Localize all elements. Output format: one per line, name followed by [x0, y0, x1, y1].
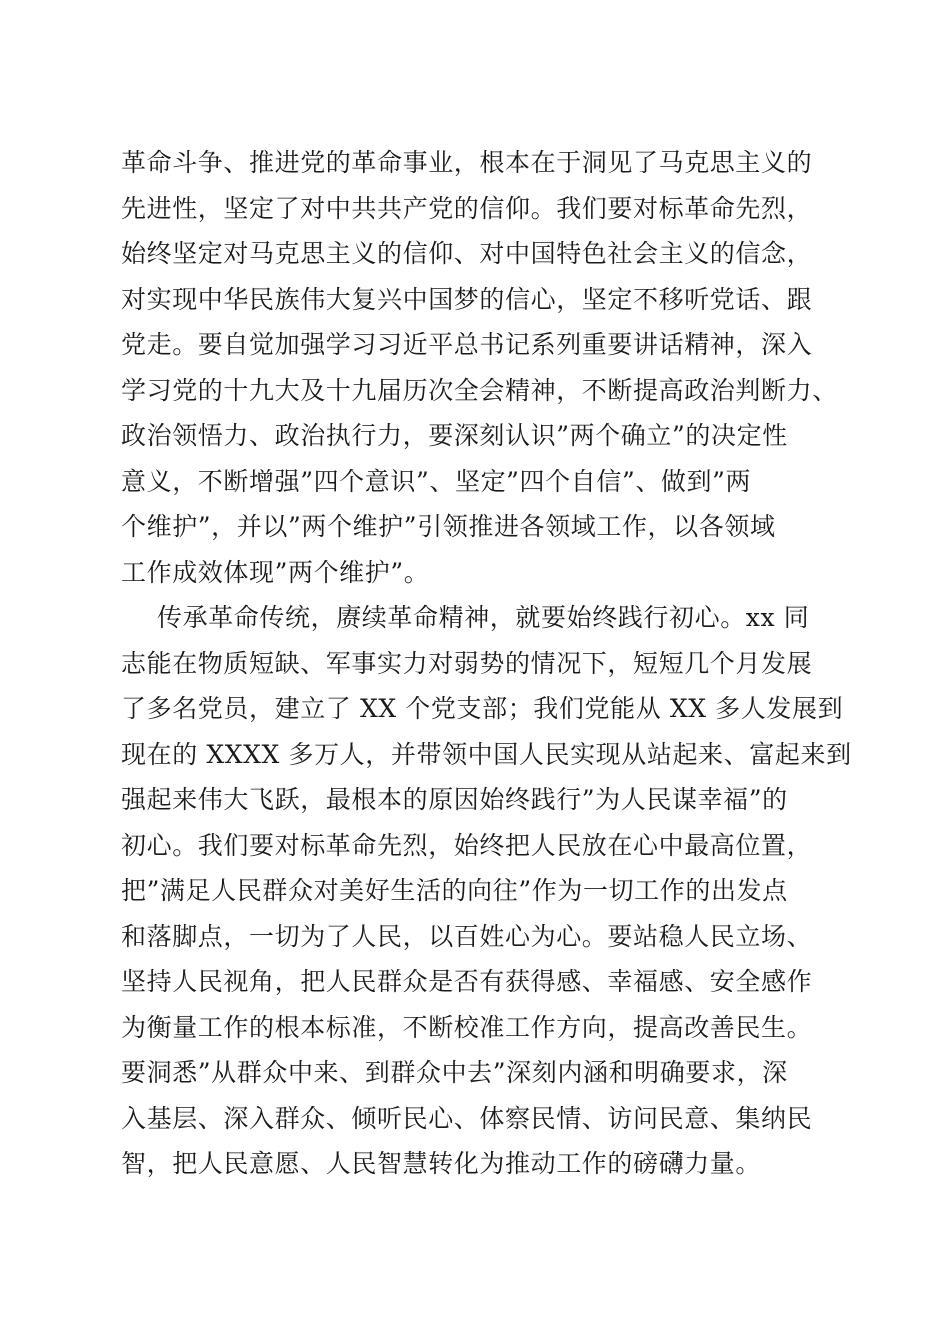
text-line-7: 政治领悟力、政治执行力，要深刻认识”两个确立”的决定性: [121, 421, 788, 450]
document-body: [121, 140, 852, 1187]
text-line-6: 学习党的十九大及十九届历次全会精神，不断提高政治判断力、: [121, 375, 838, 405]
text-line-19: 坚持人民视角，把人民群众是否有获得感、幸福感、安全感作: [121, 967, 813, 996]
text-line-1: 革命斗争、推进党的革命事业，根本在于洞见了马克思主义的: [121, 148, 813, 177]
text-line-13: 了多名党员，建立了 XX 个党支部；我们党能从 XX 多人发展到: [121, 694, 844, 723]
text-line-18: 和落脚点，一切为了人民，以百姓心为心。要站稳人民立场、: [121, 921, 813, 951]
text-line-14: 现在的 XXXX 多万人，并带领中国人民实现从站起来、富起来到: [121, 739, 852, 769]
text-line-9: 个维护”，并以”两个维护”引领推进各领域工作，以各领域: [121, 512, 776, 541]
text-line-8: 意义，不断增强”四个意识”、坚定”四个自信”、做到”两: [121, 466, 752, 496]
text-line-15: 强起来伟大飞跃，最根本的原因始终践行”为人民谋幸福”的: [121, 785, 788, 814]
text-line-2: 先进性，坚定了对中共共产党的信仰。我们要对标革命先烈，: [121, 193, 813, 223]
text-line-16: 初心。我们要对标革命先烈，始终把人民放在心中最高位置，: [121, 830, 813, 860]
text-line-5: 党走。要自觉加强学习习近平总书记系列重要讲话精神，深入: [121, 330, 813, 359]
text-line-3: 始终坚定对马克思主义的信仰、对中国特色社会主义的信念，: [121, 239, 813, 268]
text-line-12: 志能在物质短缺、军事实力对弱势的情况下，短短几个月发展: [121, 648, 813, 678]
text-line-22: 入基层、深入群众、倾听民心、体察民情、访问民意、集纳民: [121, 1103, 813, 1133]
paragraph-2-first-line: 传承革命传统，赓续革命精神，就要始终践行初心。xx 同: [157, 603, 810, 632]
text-line-20: 为衡量工作的根本标准，不断校准工作方向，提高改善民生。: [121, 1012, 813, 1042]
text-line-17: 把”满足人民群众对美好生活的向往”作为一切工作的出发点: [121, 876, 788, 905]
text-line-23: 智，把人民意愿、人民智慧转化为推动工作的磅礴力量。: [121, 1149, 762, 1178]
text-line-21: 要洞悉”从群众中来、到群众中去”深刻内涵和明确要求，深: [121, 1058, 788, 1087]
text-line-10: 工作成效体现”两个维护”。: [121, 557, 430, 587]
text-line-4: 对实现中华民族伟大复兴中国梦的信心，坚定不移听党话、跟: [121, 284, 813, 314]
